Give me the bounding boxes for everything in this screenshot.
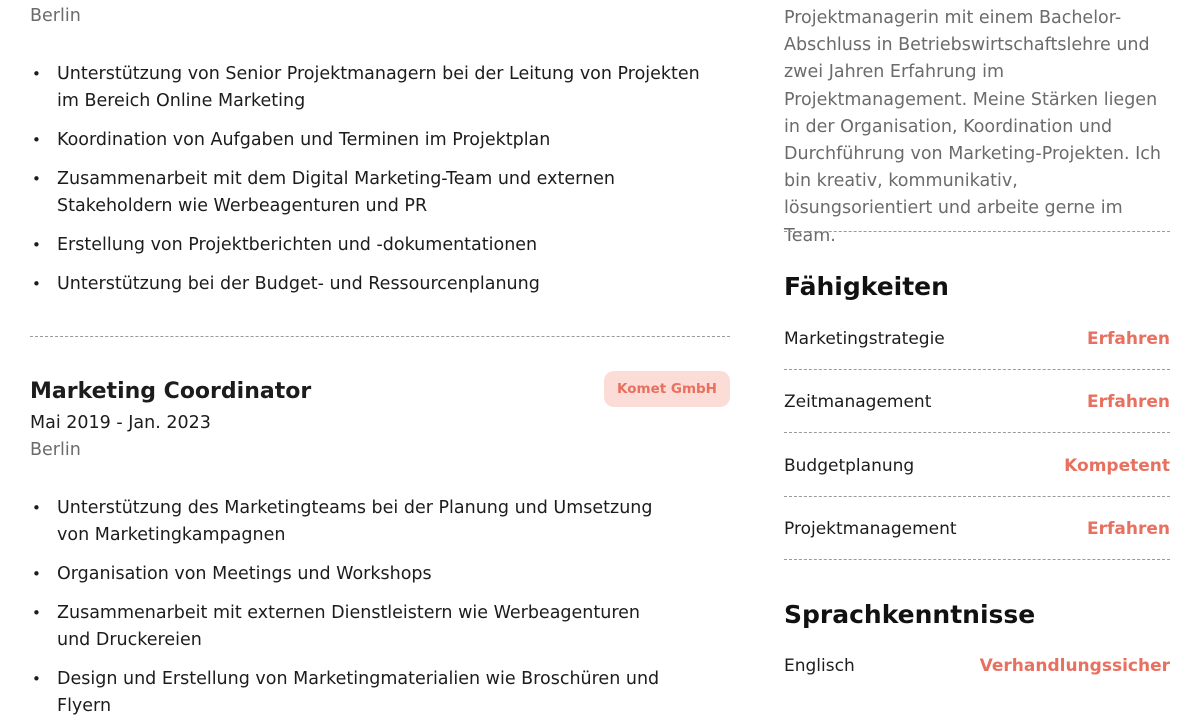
job1-bullet: • Koordination von Aufgaben und Terminen im Projektplan [30,127,720,154]
languages-heading: Sprachkenntnisse [784,600,1036,629]
job1-bullet-list [30,61,720,298]
job1-bullet: • Erstellung von Projektberichten und -dokumentationen [30,232,720,259]
skill-divider [784,559,1170,560]
skill-row [784,324,1170,354]
company-badge: Komet GmbH [604,371,730,407]
skill-level: Erfahren [1087,392,1170,412]
section-divider [30,336,730,337]
job2-title: Marketing Coordinator [30,379,312,404]
skill-level: Erfahren [1087,519,1170,539]
skill-level: Kompetent [1064,456,1170,476]
job2-location: Berlin [30,440,81,460]
profile-text: Projektmanagerin mit einem Bachelor-Abschluss in Betriebswirtschaftslehre und zwei Jahren Erfahrung im Projektmanagement. Meine Stärken liegen in der Organisation, Koordination und Durchführung von Marketing-Projekten. Ich bin kreativ, kommunikativ, lösungsorientiert und arbeite gerne im Team. [784,8,1161,246]
skill-row [784,514,1170,544]
job2-bullet: • Organisation von Meetings und Workshops [30,561,670,588]
job1-bullet: • Unterstützung bei der Budget- und Ressourcenplanung [30,271,720,298]
job2-bullet: • Design und Erstellung von Marketingmaterialien wie Broschüren und Flyern [30,666,670,720]
language-row [784,651,1170,681]
skill-row [784,387,1170,417]
skill-name: Marketingstrategie [784,329,945,349]
skill-row [784,451,1170,481]
skill-name: Budgetplanung [784,456,915,476]
job2-bullet-list [30,495,670,720]
skills-heading: Fähigkeiten [784,272,949,301]
skill-level: Erfahren [1087,329,1170,349]
skill-name: Projektmanagement [784,519,957,539]
job1-location: Berlin [30,6,81,26]
skill-divider [784,369,1170,370]
language-level: Verhandlungssicher [979,656,1170,676]
job1-bullet: • Unterstützung von Senior Projektmanagern bei der Leitung von Projekten im Bereich Online Marketing [30,61,720,115]
skill-divider [784,432,1170,433]
skill-divider [784,496,1170,497]
job2-bullet: • Zusammenarbeit mit externen Dienstleistern wie Werbeagenturen und Druckereien [30,600,670,654]
language-name: Englisch [784,656,855,676]
job1-bullet: • Zusammenarbeit mit dem Digital Marketing-Team und externen Stakeholdern wie Werbeagenturen und PR [30,166,720,220]
section-divider [784,231,1170,232]
job2-bullet: • Unterstützung des Marketingteams bei der Planung und Umsetzung von Marketingkampagnen [30,495,670,549]
skill-name: Zeitmanagement [784,392,932,412]
job2-dates: Mai 2019 - Jan. 2023 [30,413,211,433]
